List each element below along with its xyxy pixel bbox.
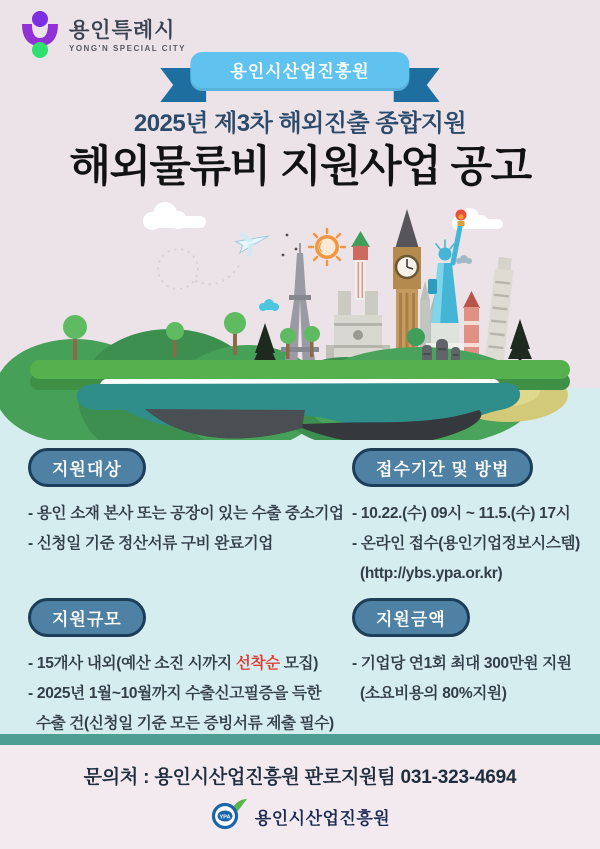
airplane-icon <box>158 224 297 289</box>
first-come-highlight: 선착순 <box>235 655 280 672</box>
support-scale-line: - 2025년 1월~10월까지 수출신고필증을 득한 <box>28 685 322 702</box>
ribbon-banner <box>190 57 409 82</box>
application-period-line: - 10.22.(수) 09시 ~ 11.5.(수) 17시 <box>352 505 571 522</box>
cloud-icon <box>143 202 503 230</box>
support-target-line: - 신청일 기준 정산서류 구비 완료기업 <box>28 535 273 552</box>
application-period-badge: 접수기간 및 방법 <box>352 448 533 487</box>
support-amount-line: - 기업당 연1회 최대 300만원 지원 <box>352 655 572 672</box>
support-scale-line: - 15개사 내외(예산 소진 시까지 선착순 모집) <box>28 655 319 672</box>
contact-info: 문의처 : 용인시산업진흥원 판로지원팀 031-323-4694 <box>83 767 517 788</box>
sun-icon <box>309 229 345 265</box>
city-logo-subtitle: YONG'N SPECIAL CITY <box>69 44 186 53</box>
org-logo-row <box>0 798 600 835</box>
section-support-scale <box>28 598 344 739</box>
ribbon-label: 용인시산업진흥원 <box>190 52 409 91</box>
application-period-line: - 온라인 접수(용인기업정보시스템) <box>352 535 581 552</box>
section-support-target <box>28 448 344 559</box>
org-name: 용인시산업진흥원 <box>254 809 391 828</box>
support-scale-badge: 지원규모 <box>28 598 146 637</box>
poster-title: 해외물류비 지원사업 공고 <box>69 143 531 191</box>
section-application-period <box>352 448 594 589</box>
world-landmarks-illustration <box>0 195 600 440</box>
section-support-amount <box>352 598 594 709</box>
svg-text:YPA: YPA <box>219 814 231 821</box>
support-amount-line: (소요비용의 80%지원) <box>360 685 507 702</box>
support-scale-line: 수출 건(신청일 기준 모든 증빙서류 제출 필수) <box>36 715 334 732</box>
poster-subtitle: 2025년 제3차 해외진출 종합지원 <box>133 110 467 137</box>
city-logo <box>20 10 186 63</box>
campanile-tower-icon <box>351 231 370 300</box>
support-amount-badge: 지원금액 <box>352 598 470 637</box>
ypa-logo-icon <box>210 798 248 835</box>
city-logo-title: 용인특례시 <box>69 19 176 42</box>
support-target-badge: 지원대상 <box>28 448 146 487</box>
application-url: (http://ybs.ypa.or.kr) <box>360 565 503 582</box>
yongin-city-emblem-icon <box>20 10 60 63</box>
support-target-line: - 용인 소재 본사 또는 공장이 있는 수출 중소기업 <box>28 505 344 522</box>
